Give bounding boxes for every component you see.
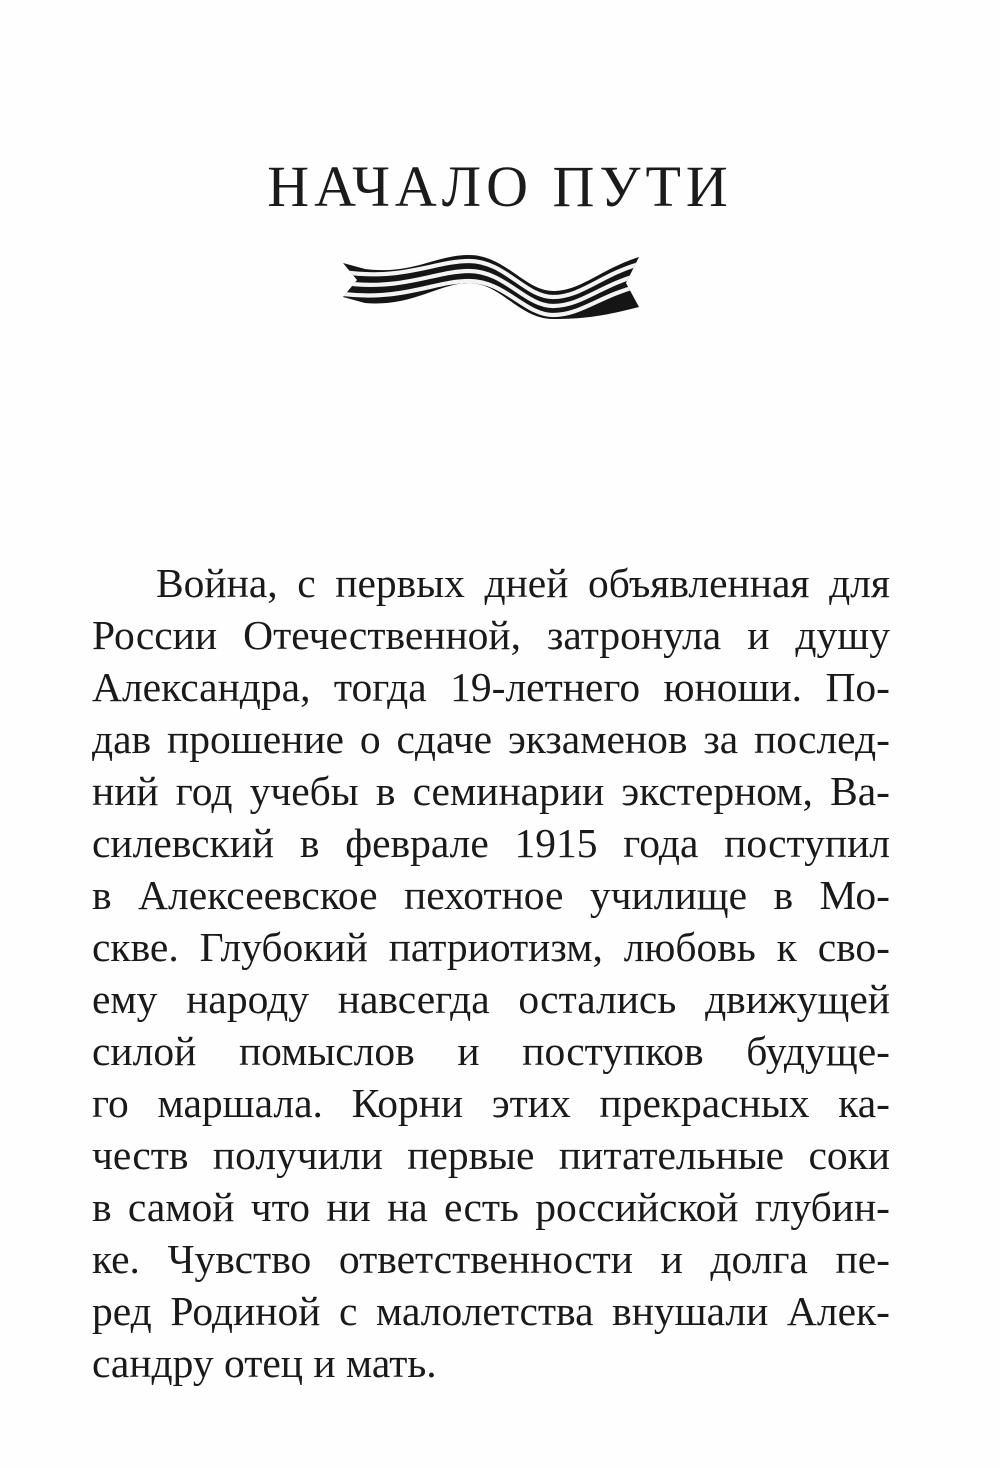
text-line: сандру отец и мать.	[92, 1340, 437, 1386]
text-line: дав прошение о сдаче экзаменов за послед-	[92, 716, 890, 762]
text-line: ред Родиной с малолетства внушали Алек-	[92, 1288, 890, 1334]
text-line: честв получили первые питательные соки	[92, 1132, 890, 1178]
text-line: в Алексеевское пехотное училище в Мо-	[92, 872, 890, 918]
chapter-title: НАЧАЛО ПУТИ	[267, 154, 733, 219]
text-line: Александра, тогда 19-летнего юноши. По-	[92, 664, 890, 710]
text-line: ний год учебы в семинарии экстерном, Ва-	[92, 768, 890, 814]
text-line: ке. Чувство ответственности и долга пе-	[92, 1236, 890, 1282]
text-line: в самой что ни на есть российской глубин-	[92, 1184, 890, 1230]
text-line: силой помыслов и поступков будуще-	[92, 1028, 890, 1074]
text-line: силевский в феврале 1915 года поступил	[92, 820, 890, 866]
text-line: России Отечественной, затронула и душу	[92, 612, 890, 658]
text-line: Война, с первых дней объявленная для	[156, 560, 890, 606]
text-line: скве. Глубокий патриотизм, любовь к сво-	[92, 924, 890, 970]
st-george-ribbon-icon	[343, 253, 639, 321]
body-paragraph	[92, 557, 890, 1389]
text-line: го маршала. Корни этих прекрасных ка-	[92, 1080, 890, 1126]
text-line: ему народу навсегда остались движущей	[92, 976, 890, 1022]
